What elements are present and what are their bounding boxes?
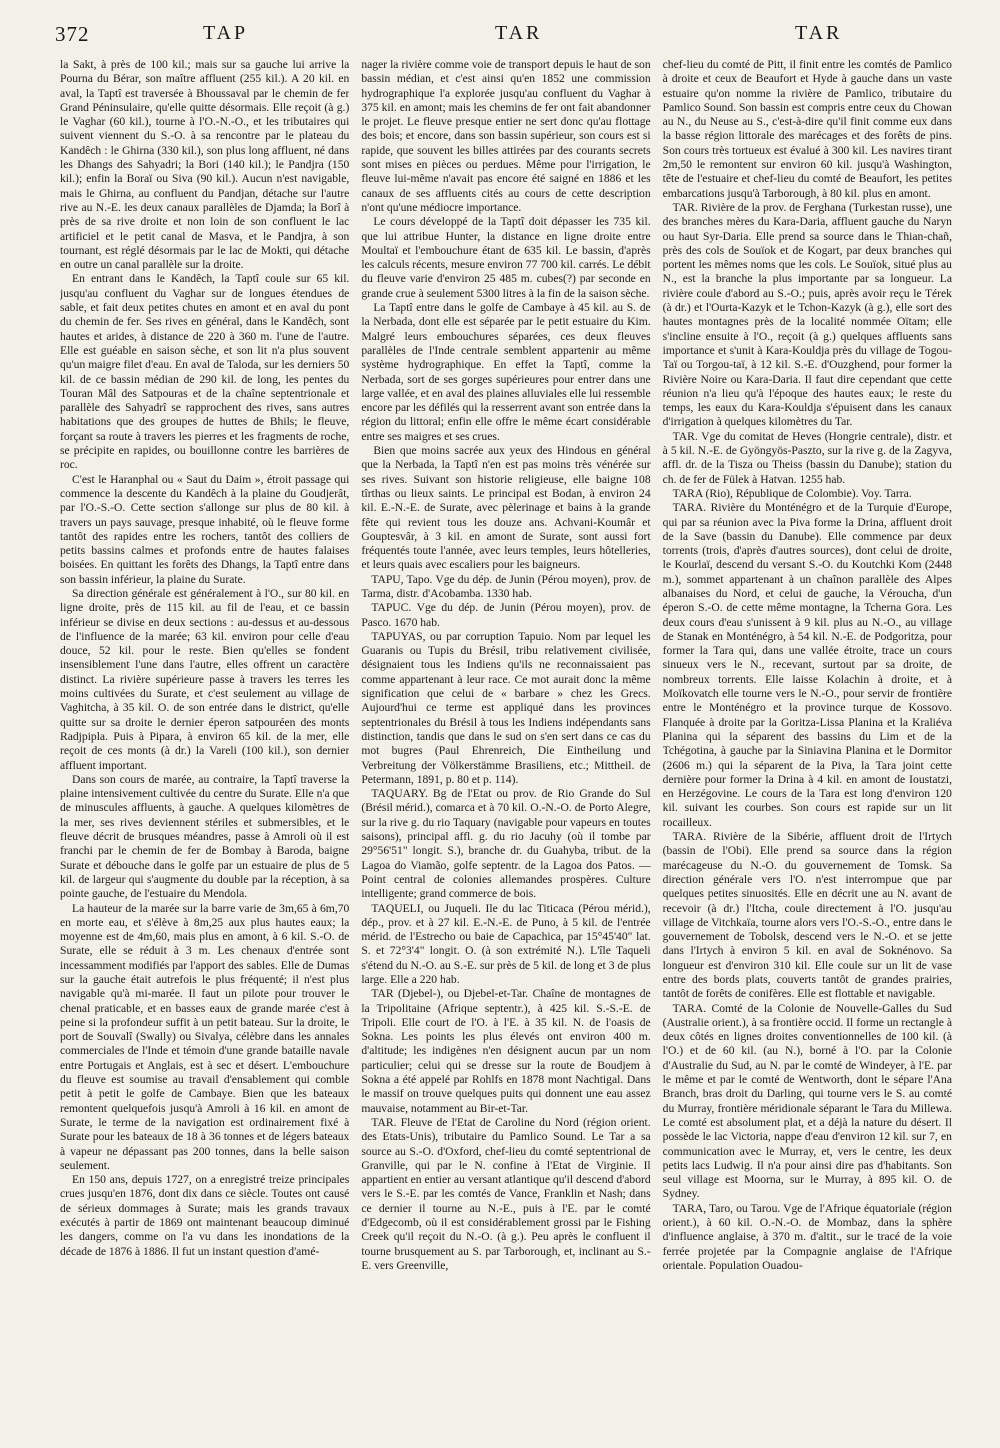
- page-header: [55, 22, 960, 52]
- dictionary-entry: TAPUYAS, ou par corruption Tapuio. Nom par lequel les Guaranis ou Tupis du Brésil, tribu relativement civilisée, désignaient tous les Indiens qu'ils ne reconnaissaient pas comme appartenant à leur race. Ce mot aurait donc la même signification que celui de « barbare » chez les Grecs. Aujourd'hui ce terme est appliqué dans les provinces septentrionales du Brésil à tous les Indiens indépendants sans distinction, tandis que dans le sud on s'en sert dans ce cas du mot bugres (Paul Ehrenreich, Die Eintheilung und Verbreitung der Völkerstämme Brasiliens, etc.; Mittheil. de Petermann, 1891, p. 80 et p. 114).: [361, 629, 651, 786]
- running-head-left: TAP: [203, 22, 249, 44]
- paragraph: La hauteur de la marée sur la barre varie de 3m,65 à 6m,70 en morte eau, et s'élève à 8m,25 aux plus hautes eaux; la moyenne est de 4m,60, mais plus en amont, à 6 kil. S.-O. de Surate, elle se réduit à 3 m. Les chenaux d'entrée sont incessamment modifiés par l'apport des sables. Elle de Dumas sur la gauche était autrefois le plus fréquenté; il n'est plus navigable qu'à mi-marée. Il faut un pilote pour trouver le chenal praticable, et en basses eaux de grande marée c'est à peine si la profondeur suffit à un petit bateau. Sur la droite, le port de Souvalî (Swally) ou Sivalya, célèbre dans les annales commerciales de l'Inde et témoin d'une grande bataille navale entre Portugais et Anglais, est à sec et désert. L'embouchure du fleuve est soumise au travail d'ensablement qui comble petit à petit le golfe de Cambaye. Bien que les bateaux remontent quelquefois jusqu'à Amroli à 16 kil. en amont de Surate, le terme de la navigation est ordinairement fixé à Surate pour les bateaux de 18 à 36 tonnes et de légers bateaux à vapeur ne dépassant pas 200 tonnes, dans la belle saison seulement.: [60, 901, 350, 1172]
- paragraph: chef-lieu du comté de Pitt, il finit entre les comtés de Pamlico à droite et ceux de Beaufort et Hyde à gauche dans un vaste estuaire qu'on nomme la rivière de Pamlico, tributaire du Pamlico Sound. Son bassin est compris entre ceux du Chowan au N., du Neuse au S., c'est-à-dire qu'il finit comme eux dans la basse région littorale des marécages et des forêts de pins. Son cours très tortueux est évalué à 300 kil. Les navires tirant 2m,50 le remontent sur environ 60 kil. jusqu'à Washington, tête de l'estuaire et chef-lieu du comté de Beaufort, les petites embarcations jusqu'à Tarborough, à 80 kil. plus en amont.: [662, 58, 952, 200]
- dictionary-entry: TAR. Fleuve de l'Etat de Caroline du Nord (région orient. des Etats-Unis), tributaire du Pamlico Sound. Le Tar a sa source au S.-O. d'Oxford, chef-lieu du comté septentrional de Granville, qui par le N. confine à l'Etat de Virginie. Il appartient en entier au versant atlantique qu'il descend d'abord vers le S.-E. par les comtés de Vance, Franklin et Nash; dans ce dernier il tourne au N.-E., puis à l'E. par le comté d'Edgecomb, où il est considérablement grossi par le Fishing Creek qu'il reçoit du N.-O. (à g.). Peu après le confluent il tourne brusquement au S. par Tarborough, et, inclinant au S.-E. vers Greenville,: [361, 1115, 651, 1272]
- column-2: [361, 58, 650, 1430]
- column-3: [663, 58, 952, 1430]
- dictionary-entry: TARA, Taro, ou Tarou. Vge de l'Afrique équatoriale (région orient.), à 60 kil. O.-N.-O. de Mombaz, dans la sphère d'influence anglaise, à 370 m. d'altit., sur le tracé de la voie ferrée projetée par la Compagnie anglaise de l'Afrique orientale. Population Ouadou-: [662, 1201, 952, 1272]
- dictionary-entry: TARA. Rivière de la Sibérie, affluent droit de l'Irtych (bassin de l'Obi). Elle prend sa source dans la région marécageuse du N.-O. du gouvernement de Tomsk. Sa direction générale vers l'O. n'est interrompue que par quelques petites sinuosités. Elle en décrit une au N. avant de recevoir (à dr.) l'Itcha, coule directement à l'O. jusqu'au village de Vitchkaïa, tourne alors vers l'O.-S.-O., entre dans le gouvernement de Tobolsk, descend vers le N.-O. et se jette dans l'Irtych à environ 5 kil. en aval de Soknénovo. Sa longueur est d'environ 310 kil. Elle coule sur un lit de vase entre des bords plats, couverts tantôt de grandes prairies, tantôt de forêts de conifères. Elle est flottable et navigable.: [662, 830, 952, 1001]
- paragraph: Bien que moins sacrée aux yeux des Hindous en général que la Nerbada, la Taptî n'en est pas moins très vénérée sur ses rives. Suivant son historie religieuse, elle baigne 108 tîrthas ou lieux saints. Le principal est Bodan, à environ 24 kil. E.-N.-E. de Surate, avec pèlerinage et bains à la grande fête qui revient tous les douze ans. Achvani-Koumâr et Gouptesvâr, à 3 kil. en amont de Surate, sont aussi fort fréquentés toute l'année, avec leurs temples, leurs hôtelleries, et leurs quais avec escaliers pour les baigneurs.: [361, 444, 651, 572]
- text-columns: [60, 58, 952, 1430]
- page-number: 372: [55, 22, 90, 46]
- dictionary-entry: TAQUELI, ou Juqueli. Ile du lac Titicaca (Pérou mérid.), dép., prov. et à 27 kil. E.-N.-E. de Puno, à 5 kil. de l'entrée mérid. de l'Estrecho ou baie de Capachica, par 15°45'40" lat. S. et 72°3'4" longit. O. (à son extrémité N.). L'île Taqueli s'étend du N.-O. au S.-E. sur près de 5 kil. de long et 3 de plus large. Elle a 220 hab.: [361, 901, 651, 986]
- paragraph: la Sakt, à près de 100 kil.; mais sur sa gauche lui arrive la Pourna du Bérar, son maître affluent (255 kil.). A 20 kil. en aval, la Taptî est traversée à Bhoussaval par le chemin de fer Grand Péninsulaire, qu'elle quitte désormais. Elle reçoit (à g.) le Vaghar (60 kil.), tourne à l'O.-N.-O., et les tributaires qui suivent viennent du S.-O. à sa rencontre par le plateau du Kandêch : le Ghirna (330 kil.), son plus long affluent, né dans les Dhangs des Sahyadri; la Bori (140 kil.); le Pandjra (150 kil.); enfin la Boraï ou Siva (90 kil.). Aucun n'est navigable, mais le Ghirna, au confluent du Pandjan, détache sur l'autre rive au N.-E. les deux canaux parallèles de Djamda; la Borî à près de sa rive droite et non loin de son confluent le lac artificiel et le petit canal de Masva, et le Pandjra, à son tournant, est réglé désormais par le lac de Mokti, qui détache en outre un canal parallèle sur la droite.: [60, 58, 350, 272]
- paragraph: Le cours développé de la Taptî doit dépasser les 735 kil. que lui attribue Hunter, la distance en ligne droite entre Moultaï et l'embouchure étant de 635 kil. Le bassin, d'après les calculs récents, mesure environ 77 700 kil. carrés. Le débit du fleuve varie d'environ 25 485 m. cubes(?) par seconde en grande crue à seulement 5300 litres à la fin de la saison sèche.: [361, 215, 651, 300]
- dictionary-entry: TAR. Rivière de la prov. de Ferghana (Turkestan russe), une des branches mères du Kara-Daria, affluent gauche du Naryn ou haut Syr-Daria. Elle prend sa source dans le Thian-chañ, près des cols de Souïok et de Kogart, par deux branches qui portent les mêmes noms que les cols. Le Souïok, situé plus au N., est la branche la plus importante par sa longueur. La rivière coule d'abord au S.-O.; puis, après avoir reçu le Térek (à dr.) et l'Ourta-Kazyk et le Tchon-Kazyk (à g.), elle sort des hautes montagnes près de la localité nommée Oïtam; elle s'incline ensuite à l'O., reçoit (à g.) quelques affluents sans importance et s'unit à Kara-Kouldja près du village de Togou-Taï ou Torgou-taï, à 12 kil. S.-E. d'Ouzghend, pour former la Rivière Noire ou Kara-Daria. Il faut dire cependant que cette réunion n'a lieu qu'à l'époque des hautes eaux; le reste du temps, les eaux du Kara-Kouldja s'épuisent dans les canaux d'irrigation à quelques kilomètres du Tar.: [662, 200, 952, 429]
- paragraph: En entrant dans le Kandêch, la Taptî coule sur 65 kil. jusqu'au confluent du Vaghar sur de longues étendues de sable, et fait deux petites chutes en amont et en aval du pont du chemin de fer. Ses rives en général, dans le Kandêch, sont hautes et arides, à distance de 220 à 360 m. l'une de l'autre. Elle est guéable en saison sèche, et son lit n'a plus souvent qu'un maigre filet d'eau. En aval de Taloda, sur les derniers 50 kil. de ce bassin médian de 290 kil. de long, les pentes du Touran Mâl des Satpouras et de la chaîne septentrionale et parallèle des Sahyadrî se rapprochent des rives, sans autres habitations que des groupes de huttes de Bhils; le fleuve, forçant sa route à travers les pierres et les fragments de roche, se précipite en rapides, ou bouillonne contre les barrières de roc.: [60, 272, 350, 472]
- paragraph: Sa direction générale est généralement à l'O., sur 80 kil. en ligne droite, près de 115 kil. au fil de l'eau, et ce bassin inférieur se divise en deux sections : au-dessus et au-dessous de l'influence de la marée; 63 kil. environ pour celle d'eau douce, 52 kil. pour le reste. Bien qu'elles se fondent insensiblement l'une dans l'autre, elles offrent un caractère distinct. La rivière supérieure passe à travers les terres les moins cultivées du Surate, et c'est seulement au village de Vaghitcha, à 35 kil. O. de son entrée dans le district, qu'elle quitte sur sa droite le dernier éperon satpouréen des monts Radjpipla. Puis à Pipara, à environ 65 kil. de la mer, elle reçoit de ces monts (à dr.) la Vareli (100 kil.), son dernier affluent important.: [60, 586, 350, 772]
- dictionary-entry: TARA. Comté de la Colonie de Nouvelle-Galles du Sud (Australie orient.), à sa frontière occid. Il forme un rectangle à deux côtés en lignes droites conventionnelles de 100 kil. (à l'O.) et de 60 kil. (au N.), borné à l'O. par la Colonie d'Australie du Sud, au N. par le comté de Windeyer, à l'E. par le même et par le comté de Wentworth, dont le sépare l'Ana Branch, bras droit du Darling, qui tourne vers le S. au comté du Murray, frontière méridionale séparant le Tara du Millewa. Le comté est absolument plat, et a déjà la nature du désert. Il possède le lac Victoria, nappe d'eau d'environ 12 kil. sur 7, en communication avec le Murray, et, vers le centre, les deux petits lacs Ludwig. Il n'a pour ainsi dire pas d'habitants. Son seul village est Moorna, sur le Murray, à 895 kil. O. de Sydney.: [662, 1001, 952, 1201]
- running-head-center: TAR: [495, 22, 543, 44]
- dictionary-entry: TAR. Vge du comitat de Heves (Hongrie centrale), distr. et à 5 kil. N.-E. de Gyöngyös-Paszto, sur la rive g. de la Zagyva, affl. dr. de la Tisza ou Theiss (bassin du Danube); station du ch. de fer de Fülek à Hatvan. 1255 hab.: [662, 429, 952, 486]
- dictionary-entry: TARA. Rivière du Monténégro et de la Turquie d'Europe, qui par sa réunion avec la Piva forme la Drina, affluent droit de la Save (bassin du Danube). Elle commence par deux torrents (trois, d'après d'autres sources), dont celui de droite, le Kourlaï, descend du versant S.-O. du Koutchki Kom (2448 m.), sommet appartenant à un chaînon parallèle des Alpes albanaises du Nord, et celui de gauche, la Vérouchа, d'un éperon S.-O. de cette même montagne, la Tcherna Gora. Les deux cours d'eau s'unissent à 9 kil. plus au N.-O., au village de Stanak en Monténégro, à 54 kil. N.-E. de Podgoritza, pour former la Tara qui, dans une vallée étroite, trace un cours sinueux vers le N., recevant, surtout par sa droite, de nombreux torrents. Elle laisse Kolachin à droite, et à Moïkovatch elle tourne vers le N.-O., pour servir de frontière entre le Monténégro et la province turque de Kossovo. Flanquée à droite par la Goritza-Lissa Planina et la Kraliéva Planina qui la séparent des bassins du Lim et de la Tchégotina, à gauche par la Siniavina Planina et le Dormitor (2606 m.) qui la séparent de la Piva, la Tara joint cette dernière pour former la Drina à 4 kil. en amont de Ioustatzi, en Herzégovine. Le cours de la Tara est long d'environ 120 kil. suivant les courbes. Son cours est rapide sur un lit rocailleux.: [662, 501, 952, 829]
- dictionary-entry: TARA (Rio), République de Colombie). Voy. Tarra.: [672, 486, 912, 500]
- column-1: [60, 58, 349, 1430]
- dictionary-entry: TAR (Djebel-), ou Djebel-et-Tar. Chaîne de montagnes de la Tripolitaine (Afrique septentr.), à 425 kil. S.-S.-E. de Tripoli. Elle court de l'O. à l'E. à 35 kil. N. de l'oasis de Sokna. Les points les plus élevés ont environ 400 m. d'altitude; les indigènes n'en désignent aucun par un nom particulier; celui qui se dresse sur la route de Boudjem à Sokna a été appelé par Rohlfs en 1878 mont Nachtigal. Dans le massif on trouve quelques puits qui donnent une eau assez mauvaise, notamment au Bir-et-Tar.: [361, 987, 651, 1115]
- paragraph: En 150 ans, depuis 1727, on a enregistré treize principales crues jusqu'en 1876, dont dix dans ce siècle. Toutes ont causé de sérieux dommages à Surate; mais les grands travaux exécutés à partir de 1869 ont maintenant beaucoup diminué les dangers, comme on l'a vu dans les inondations de la décade de 1876 à 1886. Il fut un instant question d'amé-: [60, 1173, 350, 1258]
- running-head-right: TAR: [795, 22, 843, 44]
- dictionary-entry: TAPUC. Vge du dép. de Junin (Pérou moyen), prov. de Pasco. 1670 hab.: [361, 601, 651, 629]
- paragraph: nager la rivière comme voie de transport depuis le haut de son bassin médian, et c'est ainsi qu'en 1852 une commission hydrographique l'a explorée jusqu'au confluent du Vaghar à 375 kil. en amont; mais les chemins de fer ont fait abandonner le projet. Le fleuve presque entier ne sert donc qu'au flottage des bois; et encore, dans son bassin supérieur, son cours est si rapide, que souvent les billes attirées par des courants secrets sont mises en pièces ou perdues. Même pour l'irrigation, le fleuve lui-même n'avait pas encore été saigné en 1886 et les canaux de ses affluents cités au cours de cette description n'ont qu'une médiocre importance.: [361, 58, 651, 214]
- paragraph: La Taptî entre dans le golfe de Cambaye à 45 kil. au S. de la Nerbada, dont elle est séparée par le petit estuaire du Kim. Malgré leurs embouchures séparées, ces deux fleuves parallèles de l'Inde centrale semblent appartenir au même système hydrographique. En effet la Taptî, comme la Nerbada, sort de ses gorges supérieures pour entrer dans une large vallée, et en aval des plaines alluviales elle lui ressemble encore par les défilés qui la resserrent avant son entrée dans la région du littoral; enfin elle offre le même écart considérable entre ses maigres et ses crues.: [361, 301, 651, 443]
- dictionary-entry: TAPU, Tapo. Vge du dép. de Junin (Pérou moyen), prov. de Tarma, distr. d'Acobamba. 1330 hab.: [361, 572, 651, 600]
- paragraph: Dans son cours de marée, au contraire, la Taptî traverse la plaine intensivement cultivée du centre du Surate. Elle n'a que de minuscules affluents, à gauche. A quelques kilomètres de la mer, ses rives deviennent stériles et submersibles, et le fleuve décrit de brusques méandres, passe à Amroli où il est franchi par le chemin de fer de Bombay à Baroda, baigne Surate et débouche dans le golfe par un estuaire de plus de 5 kil. de largeur qui s'augmente du double par la réception, à sa pointe gauche, de l'estuaire du Mendola.: [60, 772, 350, 901]
- dictionary-entry: TAQUARY. Bg de l'Etat ou prov. de Rio Grande do Sul (Brésil mérid.), comarca et à 70 kil. O.-N.-O. de Porto Alegre, sur la rive g. du rio Taquary (navigable pour vapeurs en toutes saisons), principal affl. g. du rio Jacuhy (où il tombe par 29°56'51" longit. S.), branche dr. du Guahyba, tribut. de la Lagoa do Viamão, golfe septentr. de la Lagoa dos Patos. — Point central de colonies allemandes prospères. Culture intelligente; grand commerce de bois.: [361, 787, 651, 901]
- paragraph: C'est le Haranphal ou « Saut du Daim », étroit passage qui commence la descente du Kandêch à la plaine du Goudjerât, par l'O.-S.-O. Cette section s'allonge sur plus de 80 kil. à travers un pays sauvage, presque inhabité, où le fleuve forme tantôt des rapides entre les rochers, tantôt des colliers de petits bassins calmes et profonds entre de hautes falaises boisées. En quittant les forêts des Dhangs, la Taptî entre dans son bassin inférieur, la plaine du Surate.: [60, 472, 350, 586]
